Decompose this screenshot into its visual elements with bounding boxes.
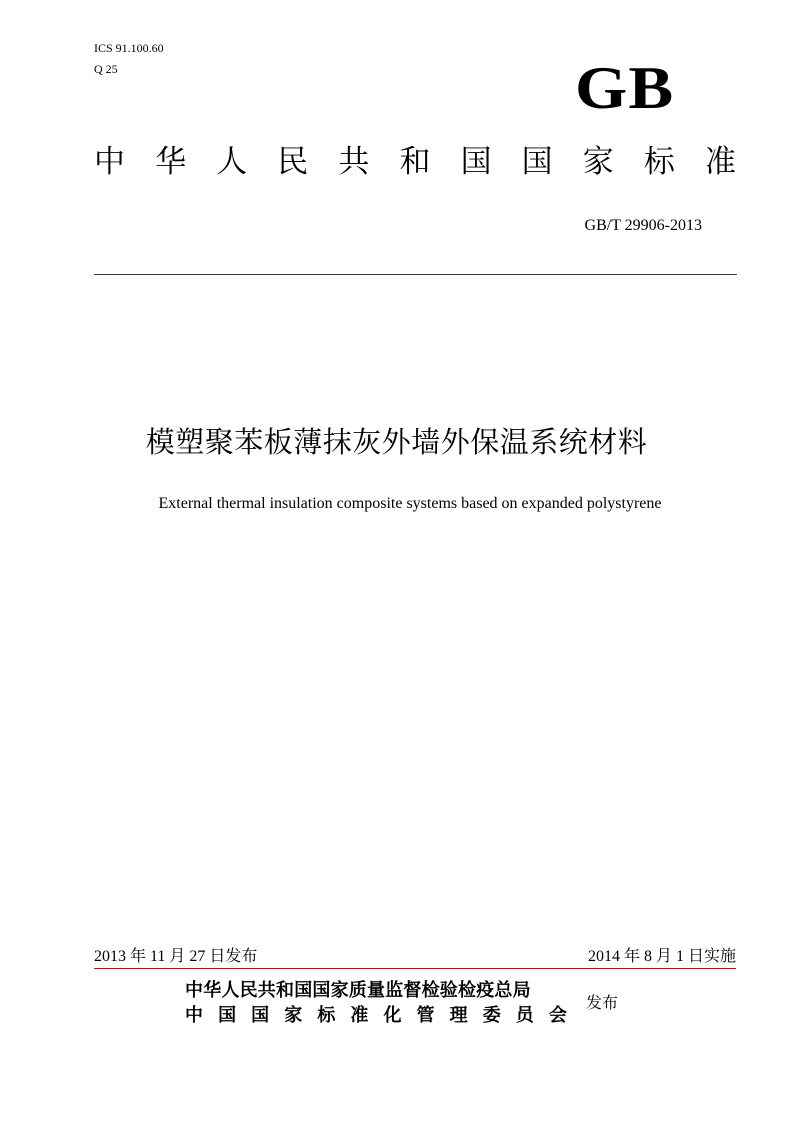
issuer-char: 国 — [251, 1005, 270, 1026]
issuer-char: 家 — [284, 1005, 303, 1026]
issuer-sac — [185, 1004, 567, 1028]
title-char: 人 — [216, 144, 248, 180]
title-char: 标 — [643, 144, 675, 180]
issued-label: 发布 — [586, 993, 619, 1012]
title-char: 中 — [94, 144, 125, 180]
issuer-char: 员 — [515, 1005, 534, 1026]
date-divider — [94, 968, 736, 969]
title-char: 民 — [277, 144, 309, 180]
standard-number: GB/T 29906-2013 — [584, 217, 702, 234]
title-char: 准 — [704, 144, 736, 180]
issuer-char: 化 — [383, 1005, 402, 1026]
issuer-char: 标 — [317, 1005, 336, 1026]
document-title-chinese: 模塑聚苯板薄抹灰外墙外保温系统材料 — [145, 425, 648, 459]
issuer-char: 管 — [416, 1005, 435, 1026]
issuer-char: 委 — [482, 1005, 501, 1026]
title-char: 国 — [521, 144, 553, 180]
issuer-char: 国 — [218, 1005, 237, 1026]
issuer-char: 准 — [350, 1005, 369, 1026]
document-title-english: External thermal insulation composite systems based on expanded polystyrene — [158, 495, 662, 512]
implementation-date: 2014 年 8 月 1 日实施 — [587, 948, 736, 965]
issuer-aqsiq: 中华人民共和国国家质量监督检验检疫总局 — [185, 980, 531, 1001]
title-char: 共 — [338, 144, 370, 180]
header-divider — [94, 274, 737, 275]
national-standard-title — [94, 142, 736, 182]
classification-code: Q 25 — [94, 62, 118, 76]
issuer-char: 中 — [185, 1005, 203, 1026]
issuer-char: 理 — [449, 1005, 468, 1026]
title-char: 华 — [155, 144, 187, 180]
title-char: 家 — [582, 144, 614, 180]
gb-logo: GB — [575, 55, 675, 121]
title-char: 国 — [460, 144, 492, 180]
issuer-char: 会 — [548, 1005, 567, 1026]
ics-code: ICS 91.100.60 — [94, 41, 164, 55]
issue-date: 2013 年 11 月 27 日发布 — [94, 948, 258, 965]
title-char: 和 — [399, 144, 431, 180]
